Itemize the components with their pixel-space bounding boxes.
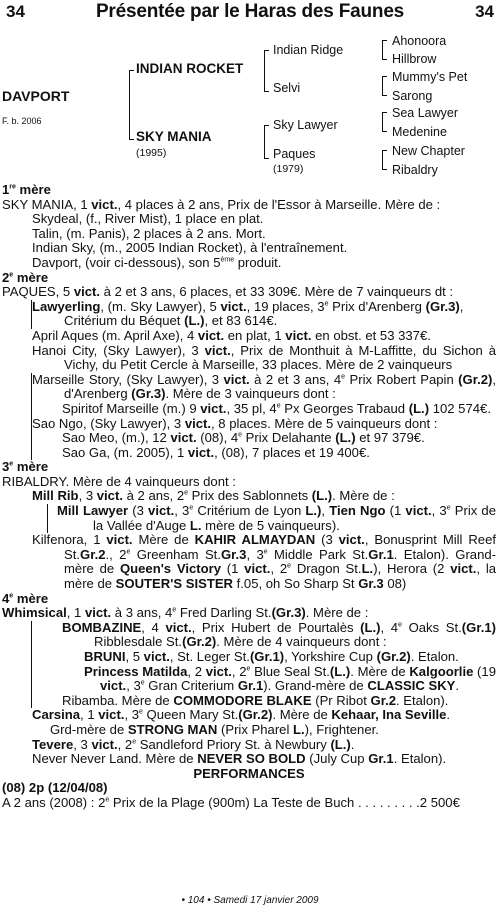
pedigree-notes: [2, 183, 496, 811]
gen3-ancestor: Ribaldry: [392, 163, 438, 177]
gen3-ancestor: Sarong: [392, 89, 433, 103]
progeny-entry: Never Never Land. Mère de NEVER SO BOLD (July Cup Gr.1. Etalon).: [32, 751, 447, 767]
gen3-ancestor: Medenine: [392, 125, 447, 139]
page-title: Présentée par le Haras des Faunes: [95, 1, 405, 22]
bracket-gen3-1: [382, 40, 383, 60]
gen3-ancestor: New Chapter: [392, 144, 465, 158]
horse-info: F. b. 2006: [2, 116, 42, 126]
progeny-entry: Davport, (voir ci-dessous), son 5ème produit.: [32, 254, 282, 270]
progeny-entry: Lawyerling, (m. Sky Lawyer), 5 vict., 19 places, 3e Prix d'Arenberg (Gr.3), Critérium du Béquet (L.), et 83 614€.: [32, 298, 464, 329]
gen3-ancestor: Ahonoora: [392, 34, 447, 48]
sire-sire-name: Indian Ridge: [273, 43, 344, 57]
progeny-entry: Sao Ngo, (Sky Lawyer), 3 vict., 8 places. Mère de 5 vainqueurs dont :: [32, 415, 438, 431]
grand-progeny-entry: Sao Meo, (m.), 12 vict. (08), 4e Prix Delahante (L.) et 97 379€.: [62, 430, 425, 446]
page-footer: • 104 • Samedi 17 janvier 2009: [181, 895, 319, 906]
progeny-entry: Hanoi City, (Sky Lawyer), 3 vict., Prix de Monthuit à M-Laffitte, du Sichon à Vichy, du Petit Cercle à Marseille, 33 places. Mère de 2 vainqueurs: [32, 342, 496, 373]
progeny-entry: Indian Sky, (m., 2005 Indian Rocket), à l'entraînement.: [32, 240, 348, 256]
bracket-gen1-top: [129, 70, 134, 71]
section-heading-2: 2e mère: [2, 269, 49, 285]
section-heading-4: 4e mère: [2, 590, 49, 606]
bracket-gen2-dam: [264, 125, 265, 159]
grand-progeny-entry: Sao Ga, (m. 2005), 1 vict., (08), 7 places et 19 400€.: [62, 444, 370, 460]
dam-entry: RIBALDRY. Mère de 4 vainqueurs dont :: [2, 473, 236, 489]
section-heading-3: 3e mère: [2, 459, 49, 475]
section-heading-1: 1re mère: [2, 182, 51, 197]
bracket-gen1: [129, 70, 130, 140]
progeny-entry: Marseille Story, (Sky Lawyer), 3 vict. à 2 et 3 ans, 4e Prix Robert Papin (Gr.2), d'Arenberg (Gr.3). Mère de 3 vainqueurs dont :: [32, 371, 497, 402]
page-number-left: 34: [6, 2, 25, 21]
gen3-ancestor: Hillbrow: [392, 52, 437, 66]
gen3-ancestor: Sea Lawyer: [392, 106, 459, 120]
progeny-entry: Tevere, 3 vict., 2e Sandleford Priory St. à Newbury (L.).: [32, 736, 355, 752]
dam-name: SKY MANIA: [136, 129, 212, 144]
bracket-gen3-4: [382, 150, 383, 170]
performances-summary: (08) 2p (12/04/08): [2, 780, 108, 796]
progeny-entry: Skydeal, (f., River Mist), 1 place en plat.: [32, 211, 264, 227]
bracket-gen1-bottom: [129, 139, 134, 140]
bracket-gen3-2: [382, 76, 383, 96]
performances-heading: PERFORMANCES: [193, 765, 305, 781]
page-number-right: 34: [475, 2, 494, 21]
dam-entry: PAQUES, 5 vict. à 2 et 3 ans, 6 places, et 33 309€. Mère de 7 vainqueurs dt :: [2, 284, 454, 300]
dam-sire-name: Sky Lawyer: [273, 118, 338, 132]
progeny-entry: Carsina, 1 vict., 3e Queen Mary St.(Gr.2). Mère de Kehaar, Ina Seville.: [32, 707, 451, 723]
sire-dam-name: Selvi: [273, 81, 301, 95]
bracket-gen2-sire: [264, 50, 265, 92]
dam-dam-year: (1979): [273, 163, 304, 175]
progeny-entry: Mill Rib, 3 vict. à 2 ans, 2e Prix des Sablonnets (L.). Mère de :: [32, 488, 395, 504]
grand-progeny-entry: Ribamba. Mère de COMMODORE BLAKE (Pr Ribot Gr.2. Etalon).: [62, 692, 449, 708]
grand-progeny-entry: Spiritof Marseille (m.) 9 vict., 35 pl, 4e Px Georges Trabaud (L.) 102 574€.: [62, 400, 491, 416]
progeny-entry: Talin, (m. Panis), 2 places à 2 ans. Mort.: [32, 225, 266, 241]
dam-entry: SKY MANIA, 1 vict., 4 places à 2 ans, Prix de l'Essor à Marseille. Mère de :: [2, 196, 441, 212]
bracket-gen3-3: [382, 112, 383, 132]
progeny-entry: Kilfenora, 1 vict. Mère de KAHIR ALMAYDAN (3 vict., Bonusprint Mill Reef St.Gr.2., 2e Greenham St.Gr.3, 3e Middle Park St.Gr.1. Etalon). Grand-mère de Queen's Victory (1 vict., 2e Dragon St.L.), Herora (2 vict., la mère de SOUTER'S SISTER f.05, oh So Sharp St Gr.3 08): [32, 532, 497, 592]
grand-progeny-entry: BRUNI, 5 vict., St. Leger St.(Gr.1), Yorkshire Cup (Gr.2). Etalon.: [84, 649, 459, 664]
grand-progeny-entry: Princess Matilda, 2 vict., 2e Blue Seal St.(L.). Mère de Kalgoorlie (19 vict., 3e Gran Criterium Gr.1). Grand-mère de CLASSIC SKY.: [84, 663, 496, 694]
dam-dam-name: Paques: [273, 147, 316, 161]
page-header: [0, 0, 500, 26]
progeny-entry: BOMBAZINE, 4 vict., Prix Hubert de Pourtalès (L.), 4e Oaks St.(Gr.1) Ribblesdale St.(Gr.2). Mère de 4 vainqueurs dont :: [62, 619, 496, 650]
dam-year: (1995): [136, 147, 167, 159]
grand-progeny-entry: Grd-mère de STRONG MAN (Prix Pharel L.), Frightener.: [50, 721, 379, 737]
progeny-entry: April Aques (m. April Axe), 4 vict. en plat, 1 vict. en obst. et 53 337€.: [32, 327, 431, 343]
dam-entry: Whimsical, 1 vict. à 3 ans, 4e Fred Darling St.(Gr.3). Mère de :: [2, 605, 369, 621]
pedigree-chart: [0, 28, 500, 186]
horse-name: DAVPORT: [2, 88, 70, 104]
sire-name: INDIAN ROCKET: [136, 61, 244, 76]
grand-progeny-entry: Mill Lawyer (3 vict., 3e Critérium de Lyon L.), Tien Ngo (1 vict., 3e Prix de la Vallée d'Auge L. mère de 5 vainqueurs).: [57, 503, 497, 533]
gen3-ancestor: Mummy's Pet: [392, 70, 468, 84]
performances-detail: A 2 ans (2008) : 2e Prix de la Plage (900m) La Teste de Buch . . . . . . . . .2 500€: [2, 794, 460, 810]
